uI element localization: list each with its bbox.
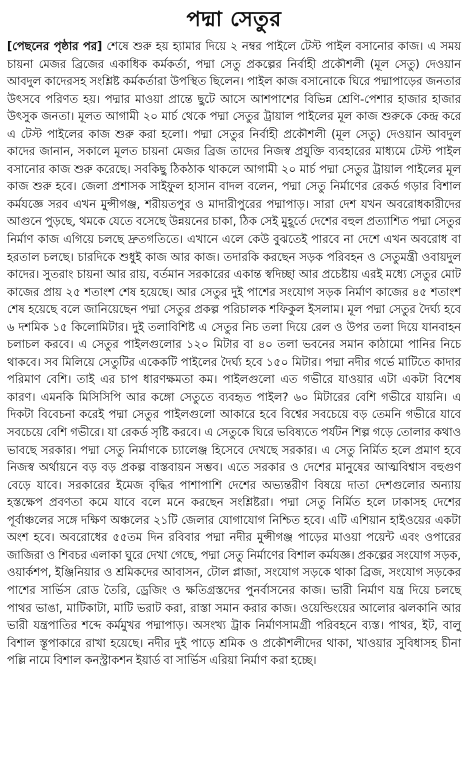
- article-body: [7, 38, 461, 670]
- article-text: শেষে শুরু হয় হ্যামার দিয়ে ২ নম্বর পাইলে টেস্ট পাইল বসানোর কাজ। এ সময় চায়না মেজর ব্রিজের একাধিক কর্মকর্তা, পদ্মা সেতু প্রকল্পের নির্বাহী প্রকৌশলী (মূল সেতু) দেওয়ান আবদুল কাদেরসহ সংশ্লিষ্ট কর্মকর্তারা উপস্থিত ছিলেন। পাইল কাজ বসানোকে ঘিরে পদ্মাপাড়ের জনতার উৎসবে পরিণত হয়। পদ্মার মাওয়া প্রান্তে ছুটে আসে আশপাশের বিভিন্ন শ্রেণি-পেশার হাজার হাজার উৎসুক জনতা। মূলত আগামী ২০ মার্চ থেকে পদ্মা সেতুর ট্রায়াল পাইলের মূল কাজ শুরুকে কেন্দ্র করে এ টেস্ট পাইলের কাজ শুরু করা হলো। পদ্মা সেতুর নির্বাহী প্রকৌশলী (মূল সেতু) দেওয়ান আবদুল কাদের জানান, সকালে মূলত চায়না মেজর ব্রিজ তাদের নিজস্ব প্রযুক্তি ব্যবহারের মাধ্যমে টেস্ট পাইল বসানোর কাজ শুরু করেছে। সবকিছু ঠিকঠাক থাকলে আগামী ২০ মার্চ পদ্মা সেতুর ট্রায়াল পাইলের মূল কাজ শুরু হবে। জেলা প্রশাসক সাইফুল হাসান বাদল বলেন, পদ্মা সেতু নির্মাণের রেকর্ড গড়ার বিশাল কর্মযজ্ঞে সরব এখন মুন্সীগঞ্জ, শরীয়তপুর ও মাদারীপুরের পদ্মাপাড়। সারা দেশ যখন অবরোধকারীদের আগুনে পুড়ছে, থমকে যেতে বসেছে উন্নয়নের চাকা, ঠিক সেই মুহূর্তে দেশের বহুল প্রত্যাশিত পদ্মা সেতুর নির্মাণ কাজ এগিয়ে চলছে দ্রুতগতিতে। এখানে এলে কেউ বুঝতেই পারবে না দেশে এখন অবরোধ বা হরতাল চলছে। চারদিকে শুধুই কাজ আর কাজ। তদারকি করছেন সড়ক পরিবহন ও সেতুমন্ত্রী ওবায়দুল কাদের। সুতরাং চায়না আর রায়, বর্তমান সরকারের একান্ত স্বদিচ্ছা আর প্রচেষ্টায় এরই মধ্যে সেতুর মোট কাজের প্রায় ২৫ শতাংশ শেষ হয়েছে। আর সেতুর দুই পাশের সংযোগ সড়ক নির্মাণ কাজের ৪৫ শতাংশ শেষ হয়েছে বলে জানিয়েছেন পদ্মা সেতুর প্রকল্প পরিচালক শফিকুল ইসলাম। মূল পদ্মা সেতুর দৈর্ঘ্য হবে ৬ দশমিক ১৫ কিলোমিটার। দুই তলাবিশিষ্ট এ সেতুর নিচ তলা দিয়ে রেল ও উপর তলা দিয়ে যানবাহন চলাচল করবে। এ সেতুর পাইলগুলোর ১২০ মিটার বা ৪০ তলা ভবনের সমান কাঠামো পানির নিচে থাকবে। সব মিলিয়ে সেতুটির একেকটি পাইলের দৈর্ঘ্য হবে ১৫০ মিটার। পদ্মা নদীর গর্ভে মাটিতে কাদার পরিমাণ বেশি। তাই এর চাপ ধারণক্ষমতা কম। পাইলগুলো এত গভীরে যাওয়ার এটা একটা বিশেষ কারণ। এমনকি মিসিসিপি আর কঙ্গো সেতুতে ব্যবহৃত পাইল? ৬০ মিটারের বেশি গভীরে যায়নি। এ দিকটা বিবেচনা করেই পদ্মা সেতুর পাইলগুলো আকারে হবে বিশ্বের সবচেয়ে বড় তেমনি গভীরে যাবে সবচেয়ে বেশি গভীরে। যা রেকর্ড সৃষ্টি করবে। এ সেতুকে ঘিরে ভবিষ্যতে পর্যটন শিল্প গড়ে তোলার কথাও ভাবছে সরকার। পদ্মা সেতু নির্মাণকে চ্যালেঞ্জ হিসেবে দেখছে সরকার। এ সেতু নির্মিত হলে প্রমাণ হবে নিজস্ব অর্থায়নে বড় বড় প্রকল্প বাস্তবায়ন সম্ভব। এতে সরকার ও দেশের মানুষের আত্মবিশ্বাস বহুগুণ বেড়ে যাবে। সরকারের ইমেজ বৃদ্ধির পাশাপাশি দেশের অভ্যন্তরীণ বিষয়ে দাতা দেশগুলোর অন্যায় হস্তক্ষেপ প্রবণতা কমে যাবে বলে মনে করছেন সংশ্লিষ্টরা। পদ্মা সেতু নির্মিত হলে ঢাকাসহ দেশের পূর্বাঞ্চলের সঙ্গে দক্ষিণ অঞ্চলের ২১টি জেলার যোগাযোগ নিশ্চিত হবে। এটি এশিয়ান হাইওয়ের একটা অংশ হবে। অবরোধের ৫৫তম দিন রবিবার পদ্মা নদীর মুন্সীগঞ্জ পাড়ের মাওয়া পয়েন্ট এবং ওপারের জাজিরা ও শিবচর এলাকা ঘুরে দেখা গেছে, পদ্মা সেতু নির্মাণের বিশাল কর্মযজ্ঞ। প্রকল্পের সংযোগ সড়ক, ওয়ার্কশপ, ইঞ্জিনিয়ার ও শ্রমিকদের আবাসন, টোল প্লাজা, সংযোগ সড়কে থাকা ব্রিজ, সংযোগ সড়কের পাশের সার্ভিস রোড তৈরি, ড্রেজিং ও ক্ষতিগ্রস্তদের পুনর্বাসনের কাজ। ভারী নির্মাণ যন্ত্র দিয়ে চলছে পাথর ভাঙা, মাটিকাটা, মাটি ভরাট করা, রাস্তা সমান করার কাজ। ওয়েল্ডিংয়ের আলোর ঝলকানি আর ভারী যন্ত্রপাতির শব্দে কর্মমুখর পদ্মাপাড়। অসংখ্য ট্রাক নির্মাণসামগ্রী পরিবহনে ব্যস্ত। পাথর, ইট, বালু বিশাল স্তূপাকারে রাখা হয়েছে। নদীর দুই পাড়ে শ্রমিক ও প্রকৌশলীদের থাকা, খাওয়ার সুবিধাসহ চীনা পল্লি নামে বিশাল কনস্ট্রাকশন ইয়ার্ড বা সার্ভিস এরিয়া নির্মাণ করা হচ্ছে।: [7, 39, 461, 668]
- article-headline: পদ্মা সেতুর: [186, 7, 282, 31]
- continuation-kicker: [পেছনের পৃষ্ঠার পর]: [7, 39, 103, 53]
